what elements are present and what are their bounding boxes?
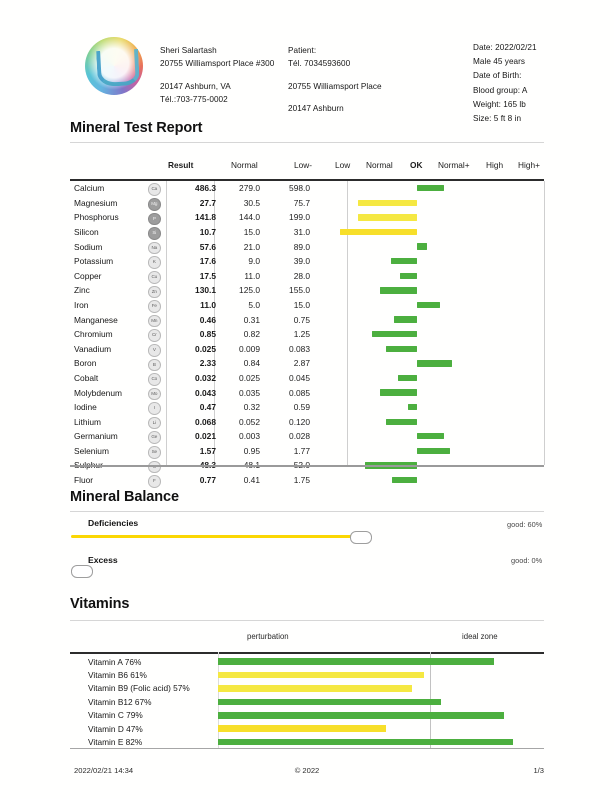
vitamin-row [70,735,544,749]
vitamin-label: Vitamin B9 (Folic acid) 57% [88,683,190,694]
mineral-normal-low: 279.0 [239,183,260,194]
vitamins-divider [70,620,544,621]
element-symbol-badge [148,461,161,474]
mineral-normal-low: 0.035 [239,387,260,398]
mineral-name: Selenium [74,445,109,456]
mineral-normal-high: 31.0 [293,226,310,237]
mineral-result-value: 0.032 [195,372,216,383]
mineral-level-bar [380,389,417,395]
clinic-logo-icon [85,37,143,95]
deficiencies-good-value: good: 60% [507,520,543,529]
mineral-result-value: 11.0 [200,299,216,310]
scale-normal-plus: Normal+ [438,160,470,170]
element-symbol-badge: Cr [148,329,161,342]
mineral-balance-title: Mineral Balance [70,489,179,505]
mineral-level-bar [417,185,444,191]
mineral-normal-low: 0.41 [243,475,260,486]
vitamin-level-bar [218,699,441,706]
element-symbol-badge: Co [148,373,161,386]
mineral-level-bar [358,200,417,206]
mineral-normal-high: 1.25 [293,329,310,340]
table-row [70,239,544,254]
mineral-result-value: 57.6 [199,241,216,252]
mineral-normal-low: 11.0 [244,270,260,281]
mineral-result-value: 0.043 [195,387,216,398]
clinic-address-1: 20755 Williamsport Place #300 [160,59,275,69]
clinic-tel: Tél.:703-775-0002 [160,95,228,105]
element-symbol-badge: Na [148,242,161,255]
mineral-name: Germanium [74,431,118,442]
excess-good-value: good: 0% [511,556,543,565]
patient-address-1: 20755 Williamsport Place [288,81,382,91]
mineral-table-bottom-rule [70,465,544,467]
mineral-result-value: 0.068 [195,416,216,427]
mineral-normal-high: 155.0 [289,285,310,296]
element-symbol-badge: K [148,256,161,269]
mineral-normal-low: 0.82 [243,329,260,340]
mineral-result-value: 0.47 [199,402,216,413]
mineral-normal-low: 144.0 [239,212,260,223]
column-separator-right [544,181,545,465]
mineral-normal-low: 0.32 [243,402,260,413]
patient-tel: Tél. 7034593600 [288,59,351,69]
meta-blood-group: Blood group: A [473,85,528,95]
vitamin-level-bar [218,725,386,732]
mineral-level-bar [398,375,417,381]
vitamin-level-bar [218,672,424,679]
element-symbol-badge: Mo [148,388,161,401]
mineral-level-bar [394,316,417,322]
mineral-normal-high: 199.0 [289,212,310,223]
mineral-normal-high: 15.0 [293,299,310,310]
meta-weight: Weight: 165 lb [473,99,526,109]
mineral-normal-high: 0.045 [289,372,310,383]
mineral-name: Fluor [74,475,94,486]
vitamin-row [70,668,544,682]
mineral-normal-high: 1.75 [293,475,310,486]
vitamin-label: Vitamin C 79% [88,710,143,721]
element-symbol-badge: Mn [148,315,161,328]
vitamin-row [70,695,544,709]
mineral-result-value: 486.3 [195,183,216,194]
scale-high: High [486,160,504,170]
mineral-level-bar [417,360,452,366]
vitamin-level-bar [218,685,412,692]
mineral-result-value: 0.025 [195,343,216,354]
element-symbol-badge: Cu [148,271,161,284]
patient-address-2: 20147 Ashburn [288,104,344,114]
scale-low-minus: Low- [294,160,312,170]
patient-label: Patient: [288,46,317,55]
mineral-name: Manganese [74,314,118,325]
axis-label-ideal-zone: ideal zone [462,632,498,641]
mineral-name: Magnesium [74,197,118,208]
deficiencies-slider-knob[interactable] [350,531,372,544]
mineral-result-value: 0.85 [199,329,216,340]
mineral-result-value: 27.7 [199,197,216,208]
mineral-normal-low: 0.025 [239,372,260,383]
mineral-report-title: Mineral Test Report [70,120,203,136]
excess-label: Excess [88,555,118,565]
patient-info [288,44,382,116]
mineral-level-bar [417,302,440,308]
mineral-table-body [70,181,544,487]
vitamin-label: Vitamin B12 67% [88,696,152,707]
mineral-level-bar [358,214,417,220]
mineral-name: Cobalt [74,372,99,383]
scale-low: Low [335,160,351,170]
table-row [70,473,544,488]
mineral-normal-low: 0.052 [239,416,260,427]
mineral-normal-high: 75.7 [293,197,310,208]
table-row [70,400,544,415]
mineral-normal-low: 0.95 [243,445,260,456]
mineral-name: Molybdenum [74,387,122,398]
mineral-level-bar [386,346,417,352]
mineral-result-value: 2.33 [199,358,216,369]
mineral-level-bar [391,258,417,264]
vitamin-label: Vitamin A 76% [88,656,142,667]
element-symbol-badge: Si [148,227,161,240]
mineral-normal-high: 1.77 [293,445,310,456]
clinic-name: Sheri Salartash [160,46,217,55]
mineral-name: Iodine [74,402,97,413]
mineral-normal-low: 15.0 [243,226,260,237]
mineral-normal-low: 30.5 [243,197,260,208]
mineral-normal-low: 0.009 [239,343,260,354]
mineral-normal-high: 0.085 [289,387,310,398]
mineral-title-divider [70,142,544,143]
mineral-name: Boron [74,358,97,369]
mineral-normal-high: 0.028 [289,431,310,442]
axis-label-perturbation: perturbation [247,632,289,641]
mineral-normal-high: 598.0 [289,183,310,194]
scale-ok: OK [410,160,423,170]
table-row [70,444,544,459]
table-row [70,429,544,444]
footer-page-number: 1/3 [533,766,544,775]
table-row [70,269,544,284]
vitamins-bottom-rule [70,748,544,749]
mineral-normal-high: 39.0 [293,256,310,267]
element-symbol-badge: Fe [148,300,161,313]
report-header [0,14,614,124]
mineral-level-bar [417,448,450,454]
clinic-address-2: 20147 Ashburn, VA [160,81,231,91]
mineral-normal-high: 0.59 [293,402,310,413]
mineral-normal-low: 21.0 [243,241,260,252]
table-row [70,298,544,313]
patient-meta [473,41,537,126]
mineral-result-value: 0.46 [199,314,216,325]
deficiencies-label: Deficiencies [88,518,139,528]
mineral-name: Sodium [74,241,103,252]
element-symbol-badge: Ge [148,431,161,444]
vitamins-title: Vitamins [70,596,130,612]
vitamin-level-bar [218,712,504,719]
footer-timestamp: 2022/02/21 14:34 [74,766,134,775]
mineral-name: Phosphorus [74,212,119,223]
mineral-normal-low: 125.0 [239,285,260,296]
vitamin-label: Vitamin B6 61% [88,669,147,680]
mineral-normal-high: 2.87 [293,358,310,369]
vitamin-label: Vitamin E 82% [88,736,143,747]
element-symbol-badge: Li [148,417,161,430]
table-row [70,210,544,225]
mineral-level-bar [340,229,417,235]
mineral-name: Zinc [74,285,90,296]
vitamins-top-rule [70,652,544,654]
element-symbol-badge: B [148,359,161,372]
table-row [70,371,544,386]
table-row [70,254,544,269]
mineral-normal-low: 5.0 [248,299,260,310]
col-normal: Normal [231,160,258,170]
mineral-balance-divider [70,511,544,512]
vitamin-row [70,709,544,723]
scale-normal: Normal [366,160,393,170]
mineral-level-bar [372,331,417,337]
vitamin-level-bar [218,658,494,665]
element-symbol-badge: I [148,402,161,415]
mineral-result-value: 141.8 [195,212,216,223]
mineral-level-bar [380,287,417,293]
excess-slider-knob[interactable] [71,565,93,578]
table-row [70,356,544,371]
col-result: Result [168,160,194,170]
mineral-normal-low: 0.84 [243,358,260,369]
mineral-normal-high: 0.120 [289,416,310,427]
mineral-result-value: 17.5 [199,270,216,281]
element-symbol-badge: Se [148,446,161,459]
mineral-level-bar [392,477,417,483]
mineral-result-value: 17.6 [199,256,216,267]
vitamin-label: Vitamin D 47% [88,723,143,734]
mineral-normal-low: 0.003 [239,431,260,442]
meta-dob: Date of Birth: [473,71,522,81]
mineral-level-bar [417,433,444,439]
mineral-name: Vanadium [74,343,112,354]
vitamin-row [70,722,544,736]
deficiencies-slider-track[interactable] [71,535,362,538]
scale-high-plus: High+ [518,160,540,170]
mineral-normal-high: 0.083 [289,343,310,354]
mineral-name: Silicon [74,226,99,237]
mineral-level-bar [400,273,417,279]
mineral-name: Chromium [74,329,113,340]
vitamin-row [70,655,544,669]
table-row [70,415,544,430]
meta-date: Date: 2022/02/21 [473,43,537,52]
mineral-normal-high: 28.0 [293,270,310,281]
mineral-name: Lithium [74,416,101,427]
mineral-result-value: 0.021 [195,431,216,442]
mineral-name: Calcium [74,183,105,194]
mineral-normal-low: 9.0 [248,256,260,267]
mineral-level-bar [417,243,427,249]
element-symbol-badge: Ca [148,183,161,196]
mineral-result-value: 1.57 [199,445,216,456]
mineral-normal-high: 0.75 [293,314,310,325]
element-symbol-badge: V [148,344,161,357]
element-symbol-badge: P [148,213,161,226]
table-row [70,312,544,327]
element-symbol-badge: Zn [148,286,161,299]
mineral-result-value: 0.77 [199,475,216,486]
mineral-result-value: 10.7 [199,226,216,237]
mineral-normal-low: 0.31 [243,314,260,325]
mineral-level-bar [408,404,417,410]
element-symbol-badge: F [148,475,161,488]
mineral-normal-high: 89.0 [293,241,310,252]
mineral-level-bar [386,419,417,425]
table-row [70,181,544,196]
element-symbol-badge: Mg [148,198,161,211]
meta-sex-age: Male 45 years [473,57,526,67]
table-row [70,327,544,342]
table-row [70,342,544,357]
table-row [70,225,544,240]
table-row [70,196,544,211]
table-row [70,283,544,298]
footer-copyright: © 2022 [294,766,320,775]
clinic-info [160,44,274,107]
mineral-result-value: 130.1 [195,285,216,296]
table-row [70,385,544,400]
mineral-name: Copper [74,270,102,281]
vitamin-level-bar [218,739,513,746]
meta-size: Size: 5 ft 8 in [473,114,522,124]
mineral-name: Iron [74,299,89,310]
vitamin-row [70,682,544,696]
mineral-name: Potassium [74,256,114,267]
